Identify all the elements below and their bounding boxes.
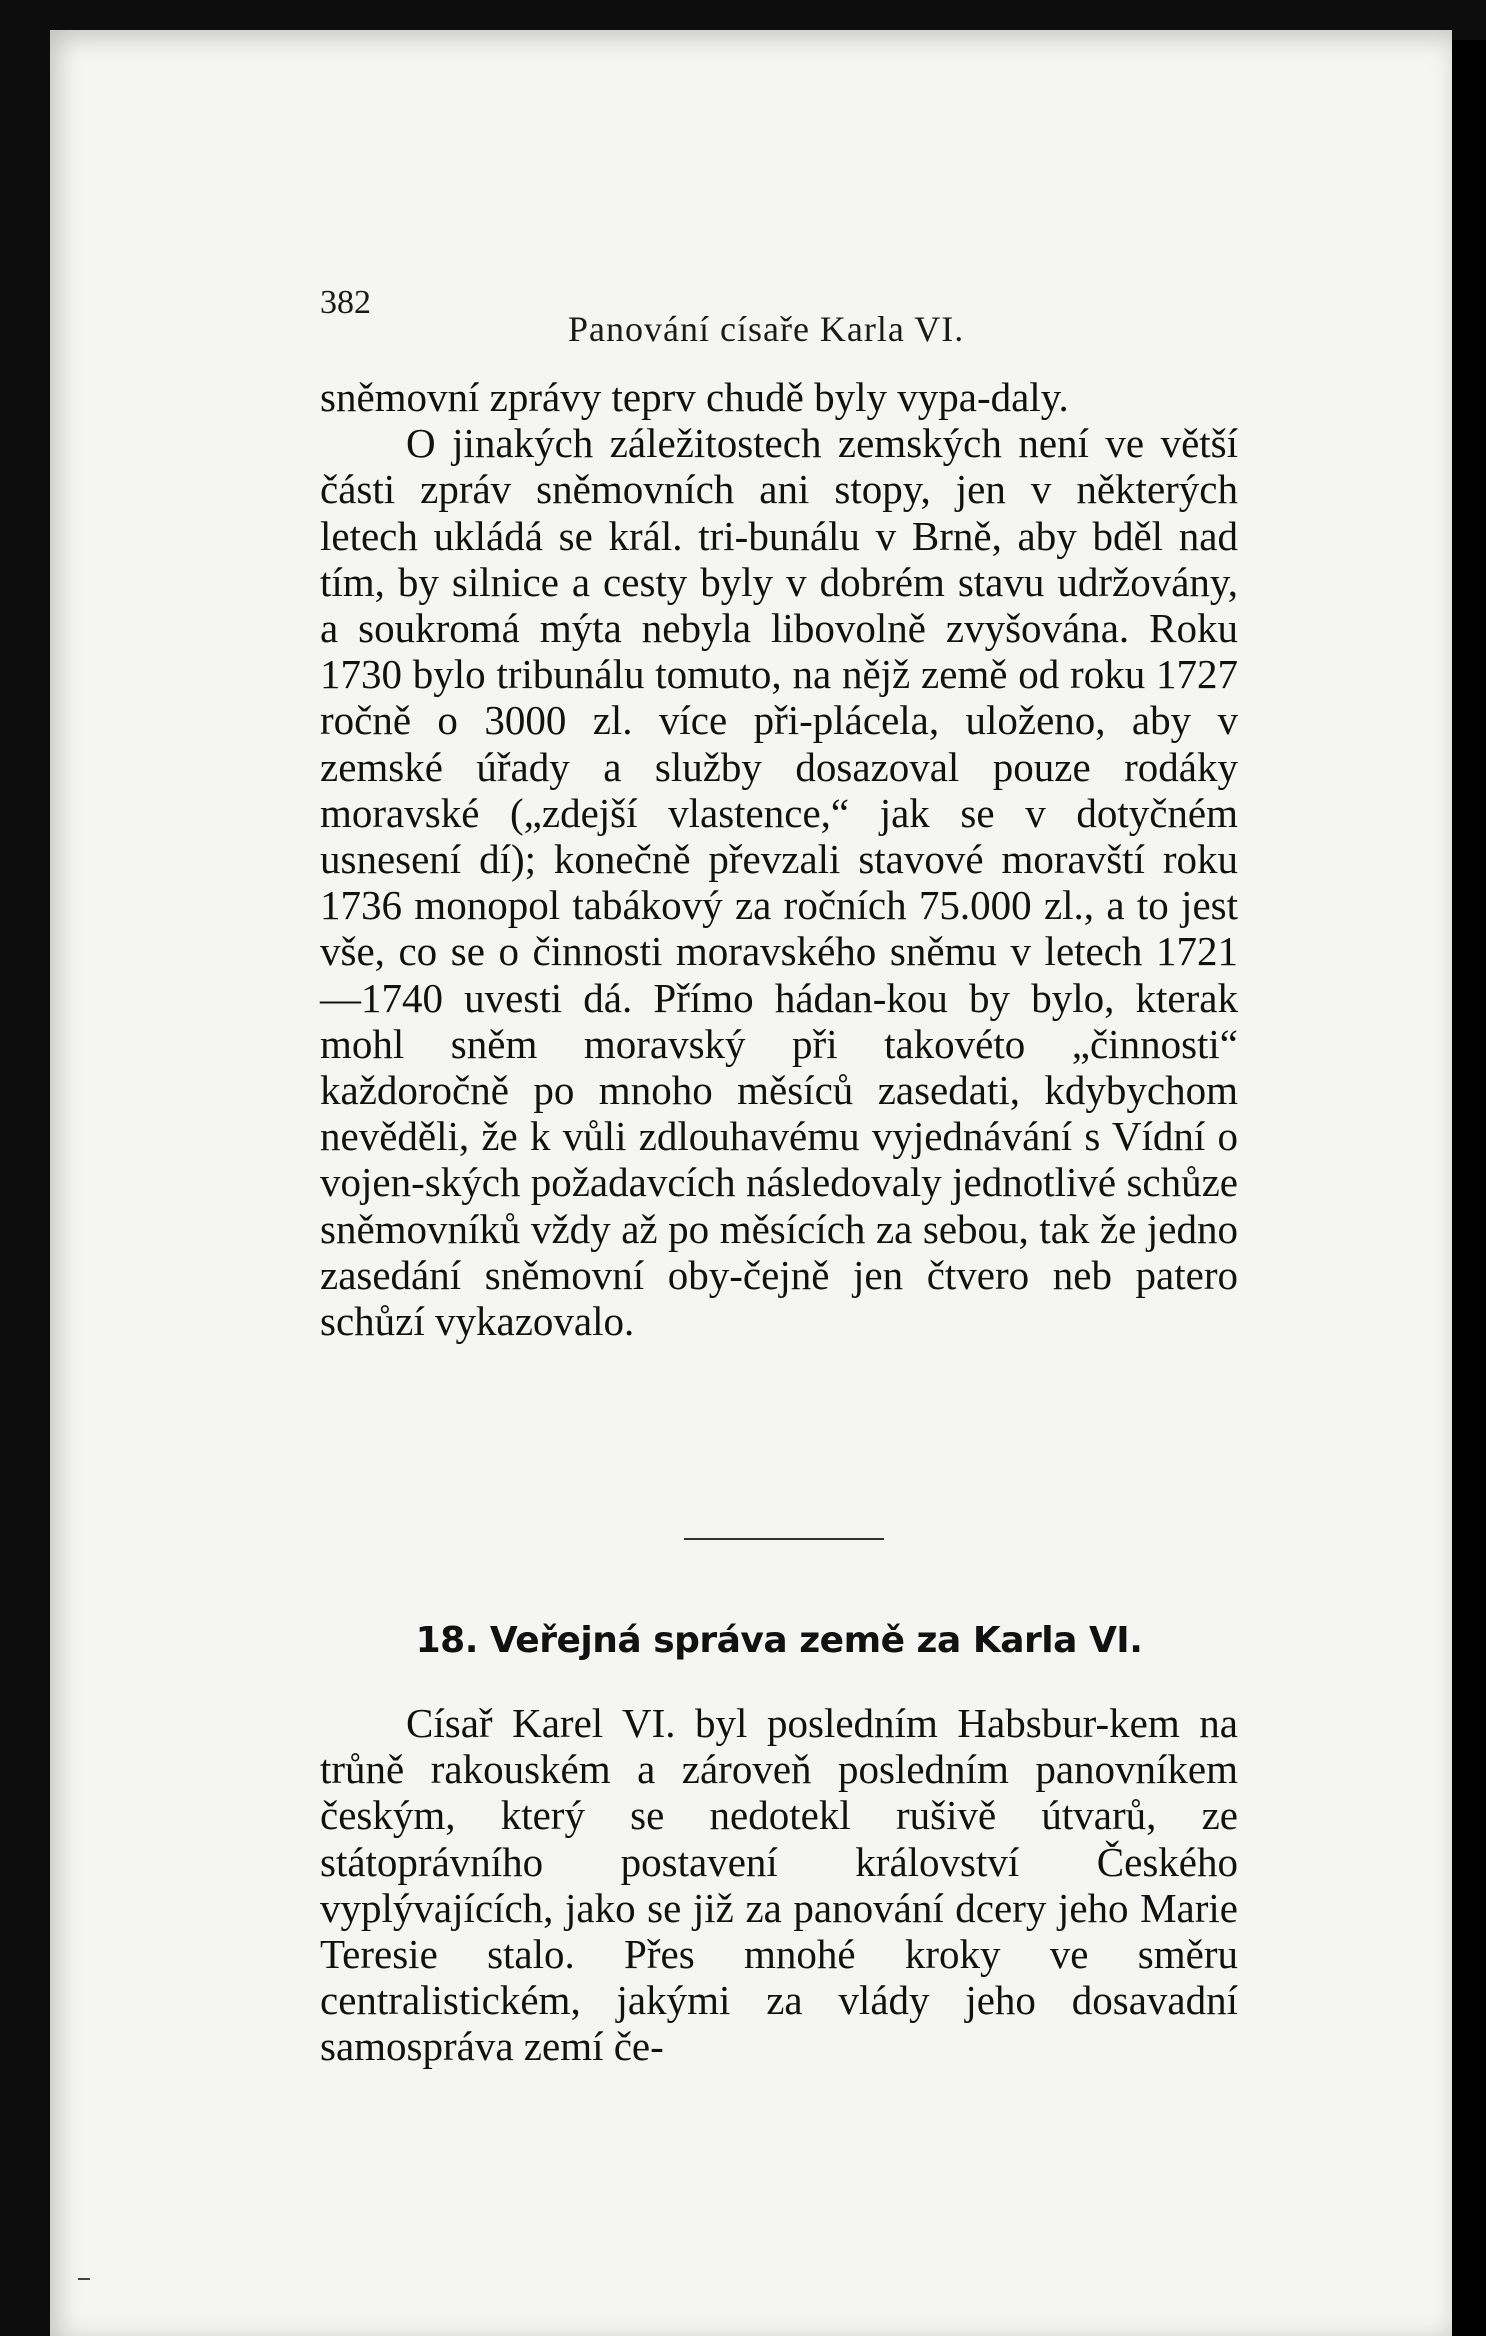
section-divider [684,1538,884,1540]
running-title: Panování císaře Karla VI. [568,309,965,349]
paragraph-continuation: sněmovní zprávy teprv chudě byly vypa-daly. [320,374,1069,420]
body-text-top [320,374,1238,1344]
scan-edge-strip [1452,40,1486,2336]
page-header [320,280,1230,350]
paragraph-diet-activity: O jinakých záležitostech zemských není ve větší části zpráv sněmovních ani stopy, jen v některých letech ukládá se král. tri-bunálu v Brně, aby bděl nad tím, by silnice a cesty byly v dobrém stavu udržovány, a soukromá mýta nebyla libovolně zvyšována. Roku 1730 bylo tribunálu tomuto, na nějž země od roku 1727 ročně o 3000 zl. více při-plácela, uloženo, aby v zemské úřady a služby dosazoval pouze rodáky moravské („zdejší vlastence,“ jak se v dotyčném usnesení dí); konečně převzali stavové moravští roku 1736 monopol tabákový za ročních 75.000 zl., a to jest vše, co se o činnosti moravského sněmu v letech 1721—1740 uvesti dá. Přímo hádan-kou by bylo, kterak mohl sněm moravský při takovéto „činnosti“ každoročně po mnoho měsíců zasedati, kdybychom nevěděli, že k vůli zdlouhavému vyjednávání s Vídní o vojen-ských požadavcích následovaly jednotlivé schůze sněmovníků vždy až po měsících za sebou, tak že jedno zasedání sněmovní oby-čejně jen čtvero neb patero schůzí vykazovalo. [320,420,1238,1345]
page-number: 382 [320,284,371,321]
scan-mark [78,2278,90,2280]
section-heading: 18. Veřejná správa země za Karla VI. [415,1620,1143,1661]
paragraph-section-intro: Císař Karel VI. byl posledním Habsbur-kem na trůně rakouském a zároveň posledním panovníkem českým, který se nedotekl rušivě útvarů, ze státoprávního postavení království Českého vyplývajících, jako se již za panování dcery jeho Marie Teresie stalo. Přes mnohé kroky ve směru centralistickém, jakými za vlády jeho dosavadní samospráva zemí če- [320,1700,1238,2070]
body-text-section [320,1700,1238,2070]
